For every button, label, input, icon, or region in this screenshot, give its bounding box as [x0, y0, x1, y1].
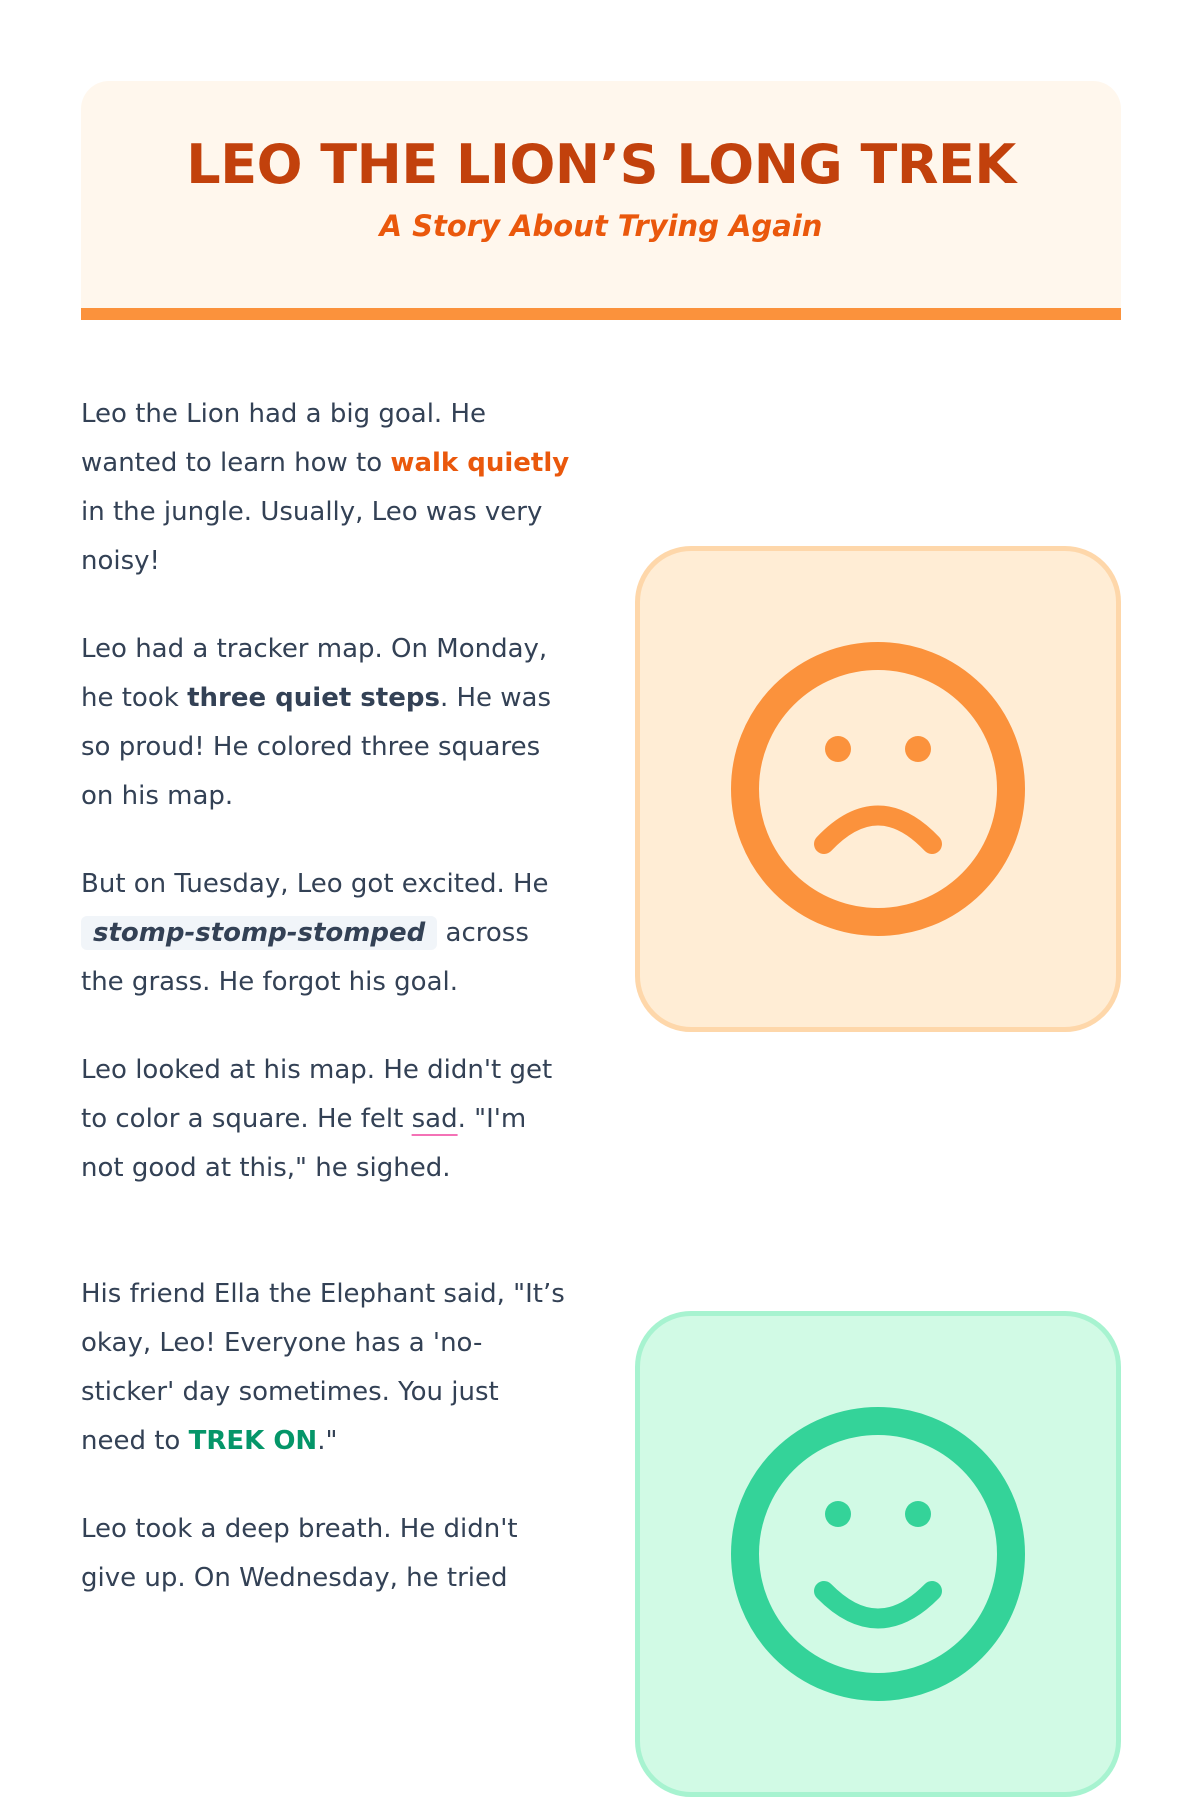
story-title: LEO THE LION’S LONG TREK	[186, 133, 1016, 196]
text: His friend Ella the Elephant said, "It’s okay, Leo! Everyone has a 'no-sticker' day sometimes. You just need to	[81, 1279, 565, 1456]
text: Leo took a deep breath. He didn't give up. On Wednesday, he tried	[81, 1514, 518, 1593]
paragraph-sad	[81, 1046, 571, 1193]
story-section-1	[81, 390, 571, 1193]
happy-face-icon	[640, 1316, 1116, 1792]
text: in the jungle. Usually, Leo was very noisy!	[81, 497, 543, 576]
paragraph-tracker-map	[81, 625, 571, 821]
stomp-tag: stomp-stomp-stomped	[81, 916, 437, 950]
bold-three-quiet-steps: three quiet steps	[187, 683, 440, 713]
paragraph-goal	[81, 390, 571, 586]
text: . He was so proud! He colored three squares on his map.	[81, 683, 552, 811]
text: ."	[317, 1426, 338, 1456]
highlight-walk-quietly: walk quietly	[390, 448, 570, 478]
text: Leo had a tracker map. On Monday, he took	[81, 634, 548, 713]
text: . "I'm not good at this," he sighed.	[81, 1104, 527, 1183]
paragraph-ella	[81, 1270, 571, 1466]
text: Leo the Lion had a big goal. He wanted to learn how to	[81, 399, 487, 478]
story-header	[81, 81, 1121, 320]
story-subtitle: A Story About Trying Again	[379, 209, 823, 243]
sad-face-icon	[640, 551, 1116, 1027]
text: Leo looked at his map. He didn't get to color a square. He felt	[81, 1055, 553, 1134]
happy-face-card	[635, 1311, 1121, 1797]
trek-on-text: TREK ON	[188, 1426, 318, 1456]
text: across the grass. He forgot his goal.	[81, 918, 529, 997]
sad-face-card	[635, 546, 1121, 1032]
underlined-sad: sad	[411, 1104, 458, 1134]
paragraph-tuesday	[81, 860, 571, 1007]
paragraph-deep-breath	[81, 1505, 571, 1603]
story-section-2	[81, 1270, 571, 1603]
text: But on Tuesday, Leo got excited. He	[81, 869, 549, 899]
